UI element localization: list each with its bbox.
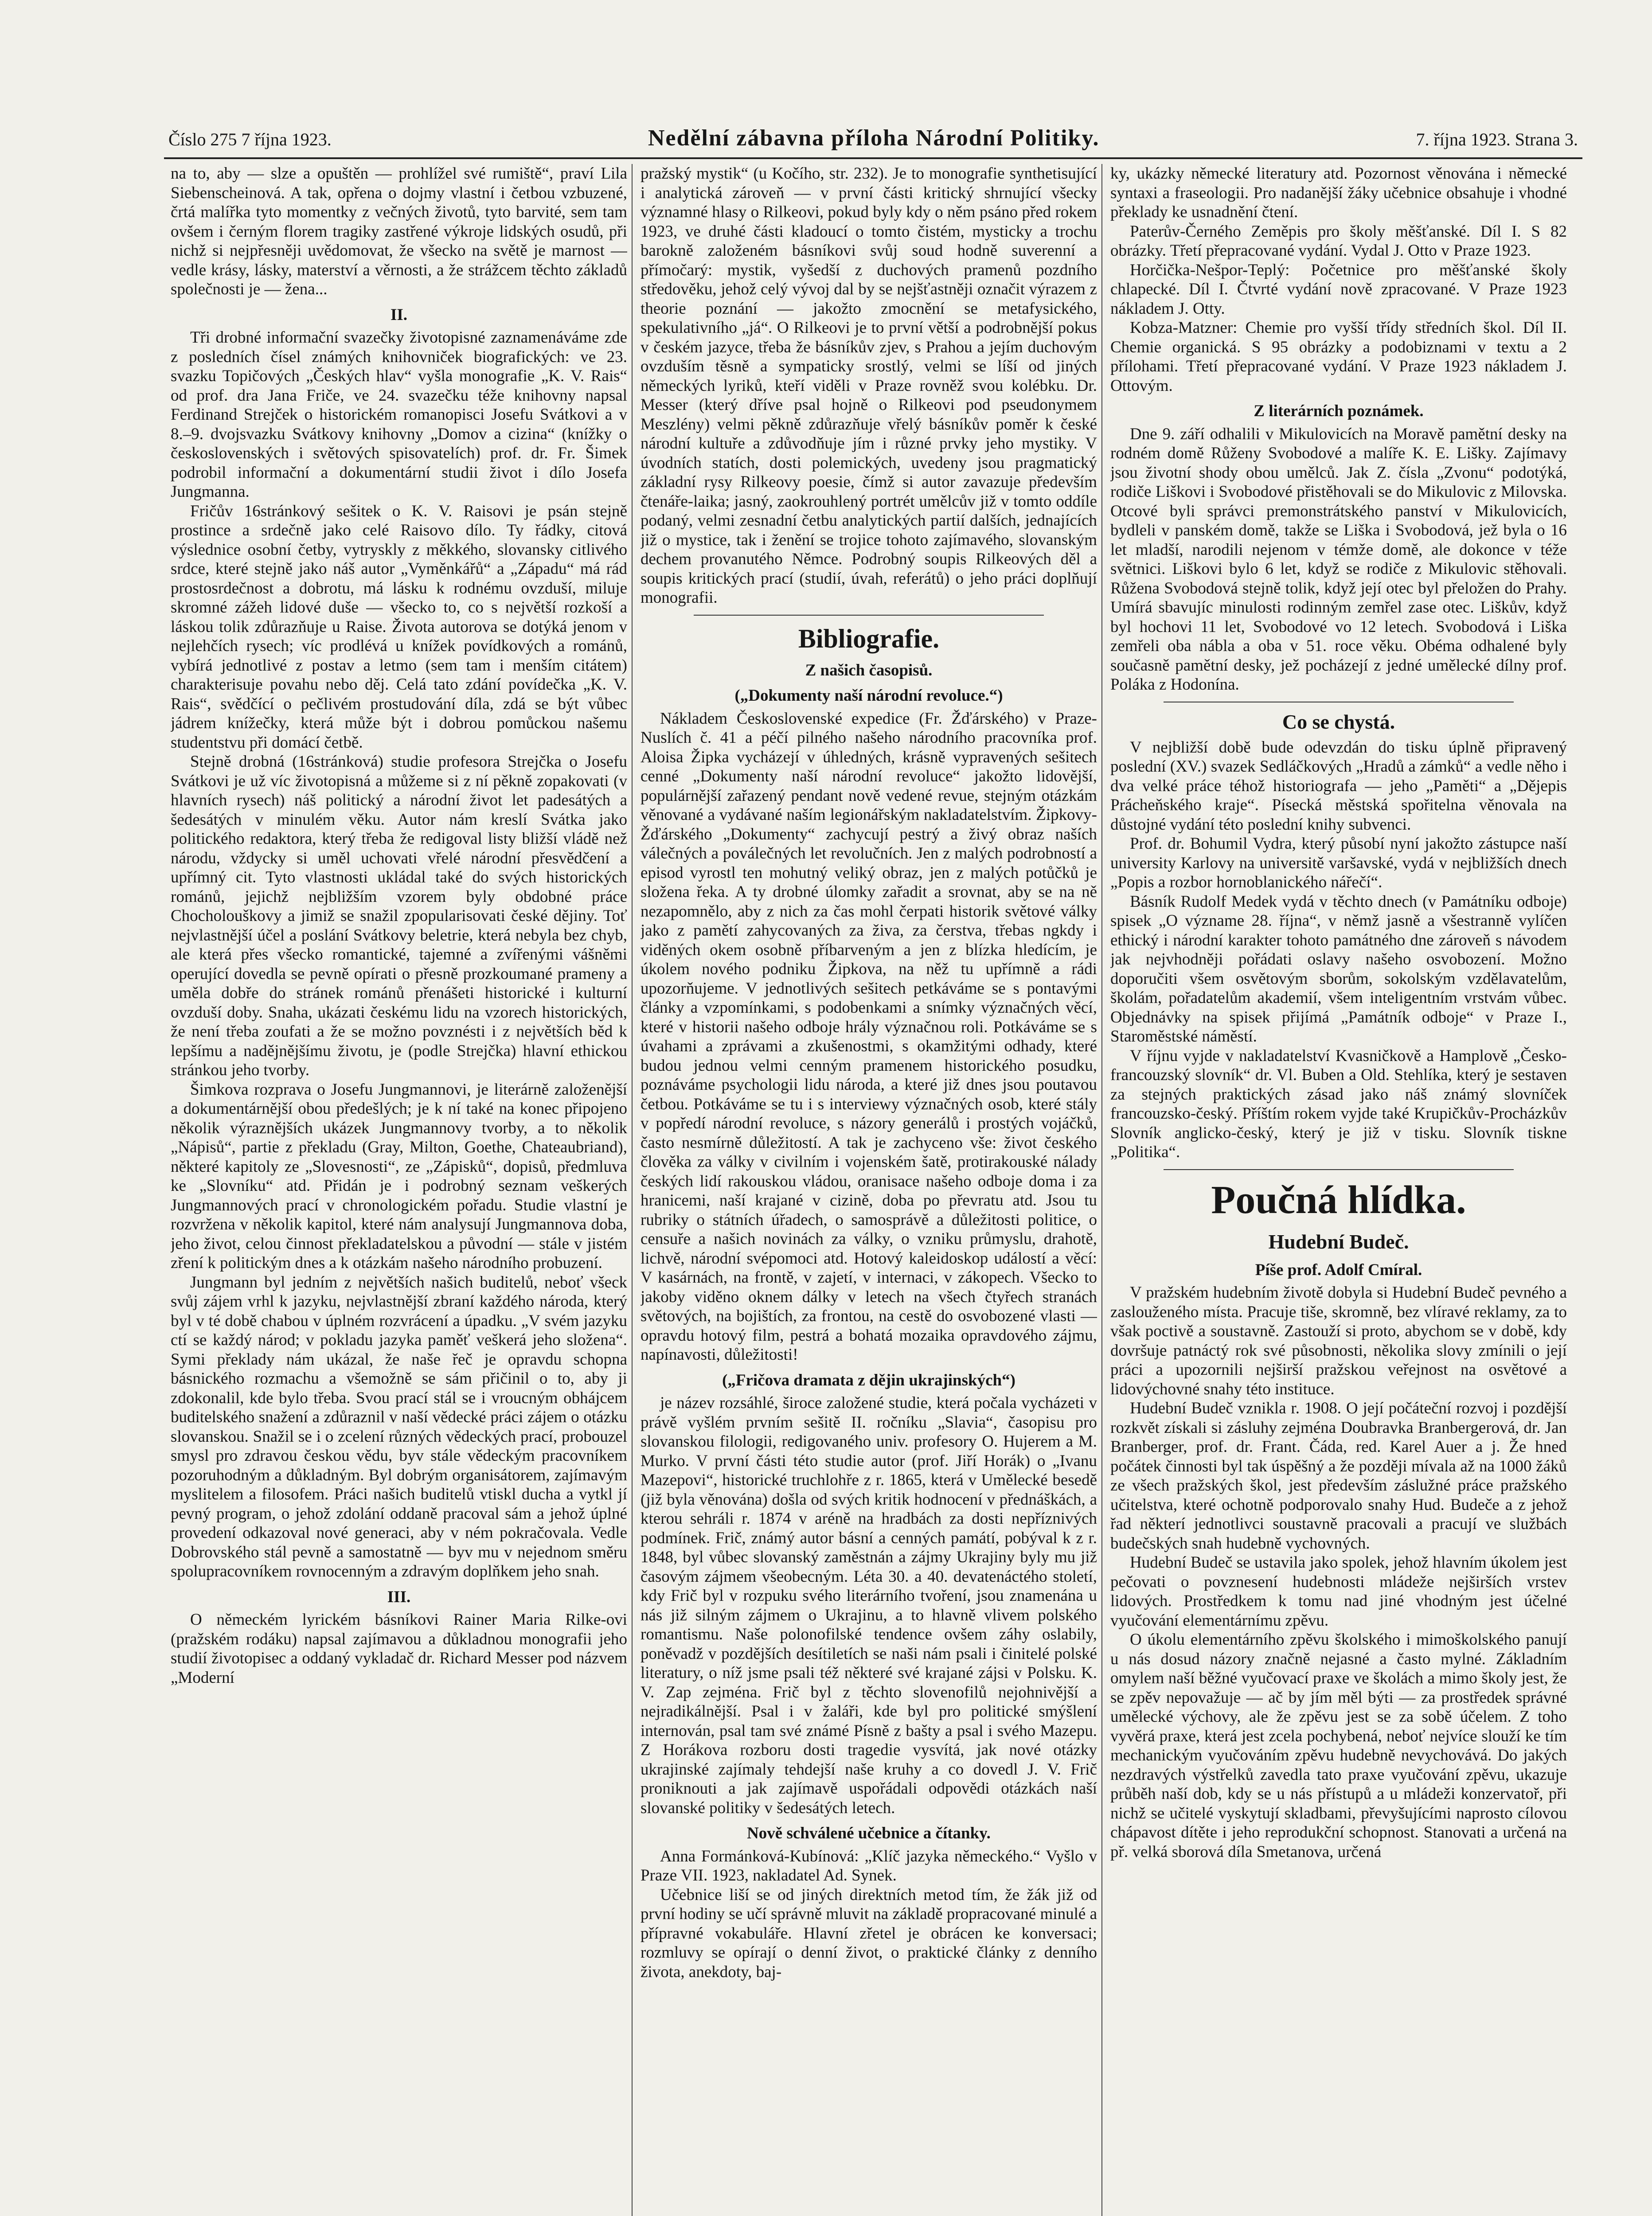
paragraph: V pražském hudebním životě dobyla si Hudební Budeč pevného a zaslouženého místa. Pracuje tiše, skromně, bez vlíravé reklamy, za to však poctivě a soustavně. Zastouží si proto, abychom se v době, kdy dovršuje patnáctý rok své působnosti, několika slovy zmínili o její práci a upozornili nejširší pražskou veřejnost na osvětové a lidovýchovné snahy této instituce. [1110,1284,1567,1398]
paragraph: na to, aby — slze a opuštěn — prohlížel své rumiště“, praví Lila Siebenscheinová. A tak, opřena o dojmy vlastní i četbou vzbuzené, črtá malířka tyto momentky z večných životů, tyto barvité, sem tam ovšem i černým florem tragiky zastřené výkroje lidských osudů, při nichž si nejpřesněji uvědomovat, že všecko na světě je marnost — vedle krásy, lásky, materství a věrnosti, a že strážcem těchto základů společnosti je — žena... [171,164,627,298]
paragraph: Prof. dr. Bohumil Vydra, který působí nyní jakožto zástupce naší university Karlovy na universitě varšavské, vydá v nejbližších dnech „Popis a rozbor hornoblanického nářečí“. [1110,835,1567,891]
section-heading: Co se chystá. [1282,710,1395,733]
paragraph: Horčička-Nešpor-Teplý: Početnice pro měšťanské školy chlapecké. Díl I. Čtvrté vydání nově zpracované. V Praze 1923 nákladem J. Otty. [1110,261,1567,318]
supplement-title: Nedělní zábavna příloha Národní Politiky. [648,125,1100,151]
section-heading: Bibliografie. [798,624,940,653]
article-author: Píše prof. Adolf Cmíral. [1255,1260,1422,1279]
paragraph: V říjnu vyjde v nakladatelství Kvasničkově a Hamplově „Česko-francouzský slovník“ dr. Vl. Buben a Old. Stehlíka, který je sestaven za stejných praktických zásad jako náš známý slovníček francouzsko-český. Příštím rokem vyjde také Krupičkův-Procházkův Slovník anglicko-český, který je již v tisku. Slovník tiskne „Politika“. [1110,1046,1567,1161]
column-1 [171,164,627,2216]
subsection-heading: Z našich časopisů. [805,661,933,679]
section-heading: Z literárních poznámek. [1254,402,1424,420]
separator [1164,1169,1514,1170]
paragraph: je název rozsáhlé, široce založené studie, která počala vycházeti v právě vyšlém prvním sešitě II. ročníku „Slavia“, časopisu pro slovanskou filologii, redigovaného univ. profesory O. Hujerem a M. Murko. V první části této studie autor (prof. Jiří Horák) o „Ivanu Mazepovi“, historické truchlohře z r. 1865, která v Umělecké besedě (již byla věnována) došla od svých kritik hodnocení v přednáškách, a kterou sehráli r. 1874 v aréně na hradbách za dosti nepříznivých podmínek. Frič, známý autor básní a cenných památí, pobýval k z r. 1848, byl vůbec slovanský zaměstnán a zájmy Ukrajiny byly mu již časovým zájmem všeobecným. Léta 30. a 40. devatenáctého století, kdy Frič byl v rozpuku svého literárního tvoření, jsou znamenána u nás již silným zájmem o Ukrajinu, a to hlavně vlivem polského romantismu. Naše polonofilské tendence ovšem záhy oslabily, poněvadž v pozdějších desítiletích se naši nám psali i činitelé polské literatury, o níž jsme psali též některé své krajané zájsi v Polsku. K. V. Zap zejména. Frič byl z těchto slovenofilů nejohnivější a nejradikálnější. Psal i v žaláři, kde byl pro politické smýšlení internován, psal tam své známé Písně z bašty a psal i svého Mazepu. Z Horákova rozboru dosti tragedie vysvítá, jak nové otázky ukrajinské zajímaly tehdejší naše kruhy a co dovedl J. V. Frič proniknouti a jak zajímavě uspořádali odpovědi otázkách naší slovanské politiky v šedesátých letech. [640,1394,1097,1817]
paragraph: Anna Formánková-Kubínová: „Klíč jazyka německého.“ Vyšlo v Praze VII. 1923, nakladatel Ad. Synek. [640,1847,1097,1884]
paragraph: Stejně drobná (16stránková) studie profesora Strejčka o Josefu Svátkovi je už víc životopisná a můžeme si z ní pěkně zopakovati (v hlavních rysech) náš politický a národní život let padesátých a šedesátých v minulém věku. Autor nám kreslí Svátka jako politického redaktora, který třeba že redigoval listy bližší vládě než národu, vždycky si uměl uchovati vřelé národní přesvědčení a upřímný cit. Tyto vlastnosti ukládal také do svých historických románů, jejichž nejbližším vzorem byly obdobné práce Chocholouškovy a jimiž se snažil zpopularisovati české dějiny. Toť nejvlastnější účel a poslání Svátkovy beletrie, která nebyla bez chyb, ale která přes všecko romantické, tajemné a zvířenými vášněmi operující dovedla se pevně opírati o přesně prozkoumané prameny a uměla dobře do stránek románů přenášeti historické i kulturní ovzduší doby. Snaha, ukázati českému lidu na vzorech historických, že není třeba zoufati a že se možno povznésti i z největších běd k lepšímu a nadějnějšímu životu, je (podle Strejčka) hlavní ethickou stránkou jeho tvorby. [171,753,627,1079]
paragraph: O německém lyrickém básníkovi Rainer Maria Rilke-ovi (pražském rodáku) napsal zajímavou a důkladnou monografii jeho studií životopisec a oddaný vykladač dr. Richard Messer pod názvem „Moderní [171,1611,627,1687]
section-number: II. [390,305,408,324]
column-3 [1110,164,1567,2216]
header-rule [164,157,1582,159]
paragraph: Básník Rudolf Medek vydá v těchto dnech (v Památníku odboje) spisek „O význame 28. října“, v němž jasně a všestranně vylíčen ethický i národní karakter tohoto památného dne zároveň s návodem jak nejvhodněji pořádati oslavy našeho osvobození. Možno doporučiti všem osvětovým sborům, sokolským vzdělavatelům, školám, pořadatelům akademií, všem inteligentním vrstvám vůbec. Objednávky na spisek přijímá „Památník odboje“ v Praze I., Staroměstské náměstí. [1110,892,1567,1046]
paragraph: Kobza-Matzner: Chemie pro vyšší třídy středních škol. Díl II. Chemie organická. S 95 obrázky a podobiznami v textu a 2 přílohami. Třetí přepracované vydání. V Praze 1923 nákladem J. Ottovým. [1110,319,1567,395]
paragraph: O úkolu elementárního zpěvu školského i mimoškolského panují u nás dosud názory značně nejasné a často mylné. Základním omylem naší běžné vyučovací praxe ve školách a mimo školy jest, že se zpěv nepovažuje — ač by jím měl býti — za prostředek správné umělecké výchovy, ale že zpěvu jest se za sobě účelem. Z toho vyvěrá praxe, která jest zcela pochybená, neboť nejvíce slouží ke tím mechanickým vyučováním zpěvu hudebně nevychovává. Do jakých nezdravých výstřelků zavedla tato praxe vyučování zpěvu, ukazuje průběh naší dob, kdy se u nás přístupů a u mládeži konzervatoř, při nichž se učitelé vyskytují skladbami, převyšujícími naprosto cílovou chápavost dítěte i jeho reprodukční schopnost. Stanovati a určená na př. velká sborová díla Smetanova, určená [1110,1631,1567,1861]
column-2 [640,164,1097,2216]
paragraph: Hudební Budeč vznikla r. 1908. O její počáteční rozvoj i pozdější rozkvět získali si zásluhy zejména Doubravka Branbergerová, dr. Jan Branberger, prof. dr. Frant. Čáda, red. Karel Auer a j. Že hned počátek činnosti byl tak úspěšný a že později mívala až na 1000 žáků ze všech pražských škol, jest především záslužné práce pražského učitelstva, které ochotně podporovalo snahy Hud. Budeče a z jehož řad některí jednotlivci soustavně pracovali a pracují ve službách budečských snah hudebně vychovných. [1110,1399,1567,1553]
article-title: Hudební Budeč. [1268,1230,1409,1253]
paragraph: Nákladem Československé expedice (Fr. Žďárského) v Praze-Nuslích č. 41 a péčí pilného našeho národního pracovníka prof. Aloisa Žipka vycházejí v úhledných, krásně vypravených sešitech cenné „Dokumenty naší národní revoluce“ jakožto lidovější, populárnější zařazený pendant nově vedené revue, stejným otázkám věnované a vydávané naším legionářským nakladatelstvím. Žipkovy-Žďárského „Dokumenty“ zachycují pestrý a živý obraz naších válečných a poválečných let revolučních. Jen z malých podrobností a episod vyrostl ten mohutný veliký obraz, jen z malých potůčků je složena řeka. A ty drobné úlomky zařadit a srovnat, aby se na ně nezapomnělo, aby z nich za čas mohl čerpati historik světové války jako z pamětí zahycovaných za živa, za čerstva, třebas ngkdy i viděných okem osobně příbarveným a jen z blízka hledícím, je úkolem nového podniku Žipkova, na něž tu upřímně a rádi upozorňujeme. V jednotlivých sešitech petkáváme se s pontavými články a vzpomínkami, s podobenkami a snímky význačných věcí, které v historii našeho odboje hrály význačnou roli. Potkáváme se s úvahami a zprávami a zkušenostmi, s okamžitými odhady, které budou jednou velmi cenným pramenem historického posudku, poznáváme psychologii lidu národa, a které již dnes jsou poutavou četbou. Potkáváme se tu i s interviewy význačných osob, které stály v popředí národní revoluce, s názory generálů i prostých vojáčků, často nesmírně důležitostí. A tak je zachyceno vše: život českého člověka za války v civilním i vojenském šatě, protirakouské nálady českých lidí rakouskou vládou, oranisace našeho odboje doma i za hranicemi, naší krajané v cizině, doba po převratu atd. Jsou tu rubriky o státních úřadech, o samosprávě a důležitosti politice, o censuře a našich novinách za války, o vzniku průmyslu, drahotě, lichvě, národní svépomoci atd. Hotový kaleidoskop událostí a věcí: V kasárnách, na frontě, v zajetí, v internaci, v zákopech. Všecko to jakoby viděno oknem dálky v letech na všech čtyřech stranách světových, na bojištích, za frontou, na cestě do osvobozené vlasti — opravdu hotový film, pestrá a bohatá mozaika opravdového zájmu, napínavosti, důležitosti! [640,709,1097,1364]
separator [694,615,1044,616]
column-divider [1101,164,1102,2216]
item-heading: („Dokumenty naší národní revoluce.“) [734,687,1003,705]
masthead [168,125,1578,152]
item-heading: Nově schválené učebnice a čítanky. [747,1824,991,1842]
paragraph: Tři drobné informační svazečky životopisné zaznamenáváme zde z posledních čísel známých knihovniček biografických: ve 23. svazku Topičových „Českých hlav“ vyšla monografie „K. V. Rais“ od prof. dra Jana Friče, ve 24. svazečku téže knihovny napsal Ferdinand Strejček o historickém romanopisci Josefu Svátkovi a v 8.–9. dvojsvazku Svátkovy knihovny „Domov a cizina“ (knížky o československých i světových spisovatelích) prof. dr. Fr. Šimek podrobil informační a dokumentární studii život i dílo Josefa Jungmanna. [171,328,627,501]
section-heading: Poučná hlídka. [1211,1178,1466,1222]
paragraph: Jungmann byl jedním z největších našich buditelů, neboť všeck svůj zájem vrhl k jazyku, nejvlastnější zbraní každého národa, který byl v té době chabou v úplném rozvrácení a úpadku. „V svém jazyku ctí se každý národ; v pokladu jazyka paměť veškerá jeho složena“. Symi překlady nám ukázal, že naše řeč je opravdu schopna básnického rozmachu a všemožně se sám přičinil o to, aby ji zdokonalil, kde bylo třeba. Svou prací stál se i vroucným obhájcem buditelského snažení a zdůraznil v naší vědecké práci zájem o otázku slovanskou. Snažil se i o zcelení různých vědeckých prací, probouzel smysl pro zdravou českou vědu, byv stále vědeckým pracovníkem pozoruhodným a důkladným. Byl dobrým organisátorem, zajímavým myslitelem a filosofem. Práci našich buditelů vtiskl ducha a vytkl jí pevný program, o jehož zdolání oddaně pracoval sám a jehož úplné provedení odkazoval nové generaci, aby v ném pokračovala. Vedle Dobrovského stál pevně a samostatně — byv mu v nejednom směru spolupracovníkem rovnocenným a zdravým doplňkem jeho snah. [171,1273,627,1580]
item-heading: („Fričova dramata z dějin ukrajinských“) [722,1371,1015,1389]
column-divider [632,164,633,2216]
paragraph: Hudební Budeč se ustavila jako spolek, jehož hlavním úkolem jest pečovati o povznesení hudebnosti mládeže nejširších vrstev lidových. Prostředkem k tomu nad jiné vhodným jest účelné vyučování elementárnímu zpěvu. [1110,1553,1567,1630]
paragraph: Šimkova rozprava o Josefu Jungmannovi, je literárně založenější a dokumentárnější obou předešlých; je k ní také na konec připojeno několik výraznějších ukázek Jungmannovy tvorby, a to několik „Nápisů“, partie z překladu (Gray, Milton, Goethe, Chateaubriand), některé kapitoly ze „Slovesnosti“, ze „Zápisků“, dopisů, předmluva ke „Slovníku“ atd. Přidán je i podrobný seznam veškerých Jungmannových prací v chronologickém pořadu. Studie vlastní je rozvržena v několik kapitol, které nám analysují Jungmannova doba, jeho život, celou činnost překladatelskou a původní — stále v jistém zření k politickým dnes a k otázkám našeho národního probuzení. [171,1080,627,1272]
section-number: III. [387,1588,411,1606]
paragraph: Učebnice liší se od jiných direktních metod tím, že žák již od první hodiny se učí správně mluvit na základě propracované minulé a přípravné vokabuláře. Hlavní zřetel je obrácen ke konversaci; rozmluvy se opírají o denní život, o praktické články z denního života, anekdoty, baj- [640,1885,1097,1981]
paragraph: V nejbližší době bude odevzdán do tisku úplně připravený poslední (XV.) svazek Sedláčkových „Hradů a zámků“ a vedle něho i dva velké práce téhož historiografa — jeho „Paměti“ a „Dějepis Prácheňského kraje“. Písecká městská spořitelna věnovala na důstojné vydání této poslední knihy subvenci. [1110,738,1567,834]
date-page: 7. října 1923. Strana 3. [1416,129,1578,149]
paragraph: Dne 9. září odhalili v Mikulovicích na Moravě pamětní desky na rodném domě Růženy Svobodové a malíře K. E. Lišky. Zajímavy jsou životní shody obou umělců. Jak Z. čísla „Zvonu“ podotýká, rodiče Liškovi i Svobodové přistěhovali se do Mikulovic z Milovska. Otcové byli správci premonstrátského panství v Mikulovicích, bydleli v panském domě, takže se Liška i Svobodová, jež byla o 16 let mladší, narodili nejenom v témže domě, ale dokonce v téže světnici. Liškovi bylo 6 let, když se rodiče z Mikulovic stěhovali. Růžena Svobodová stejně tolik, když její otec byl přeložen do Prahy. Umírá sbavujíc minulosti rodinným zemřel zase otec. Liškův, když byl hochovi 11 let, Svobodové vo 12 letech. Svobodová i Liška zemřeli oba nábla a oba v 51. roce věku. Obéma odhalené byly současně pamětní desky, jež pocházejí z jedné umělecké dílny prof. Poláka z Hodonína. [1110,425,1567,694]
issue-number: Číslo 275 7 října 1923. [168,129,332,149]
paragraph: Fričův 16stránkový sešitek o K. V. Raisovi je psán stejně prostince a srdečně jako celé Raisovo dílo. Ty řádky, citová výslednice osobní četby, vytryskly z měkkého, slovansky citlivého srdce, které stejně jako náš autor „Vyměnkářů“ a „Západu“ má rád prostosrdečnost a dobrotu, má lásku k rodnému ovzduší, miluje skromné zážeh lidové duše — všecko to, co s největší rozkoší a láskou tolik zdůrazňuje u Raise. Života autorova se dotýká jenom v nejlehčích rysech; víc prodlévá u knížek povídkových a románů, vybírá jednotlivé z postav a letmo (sem tam i menším citátem) charakterisuje povahu nebo děj. Celá tato zdání povídečka „K. V. Rais“, svědčící o pečlivém prostudování díla, zdá se být vůbec jádrem knížečky, která může být i dobrou pomůckou našemu studentstvu při domácí četbě. [171,502,627,752]
paragraph: ky, ukázky německé literatury atd. Pozornost věnována i německé syntaxi a fraseologii. Pro nadanější žáky učebnice obsahuje i vhodné překlady ke usnadnění čtení. [1110,164,1567,221]
paragraph: pražský mystik“ (u Kočího, str. 232). Je to monografie synthetisující i analytická zároveň — v první části kritický shrnující všecky významné hlasy o Rilkeovi, pokud byly kdy o něm psáno před rokem 1923, ve druhé části kladoucí o tomto čistém, mysticky a trochu barokně založeném básníkovi svůj soud hodně suverenní a přímočarý: mystik, vyšedší z duchových pramenů pozdního středověku, jehož celý vývoj dal by se nejšťastněji označit výrazem z theorie poznání — jakožto zmocnění se metafysického, spekulativního „já“. O Rilkeovi je to první větší a podrobnější pokus v českém jazyce, třeba že básníkův zjev, s Prahou a jejím duchovým ovzduším těsně a sympaticky srostlý, velmi se líší od jiných německých lyriků, kteří viděli v Praze rovněž svou kolébku. Dr. Messer (který dříve psal hojně o Rilkeovi pod pseudonymem Meszlény) velmi pěkně zdůrazňuje vřelý básníkův poměr k české národní kultuře a zdůvodňuje jím i různé prvky jeho mystiky. V úvodních statích, dosti polemických, uvedeny jsou pragmatický základní rysy Rilkeovy poesie, čímž si autor zavazuje především čtenáře-laika; jasný, zaokrouhlený portrét umělcův již v tomto oddíle podaný, velmi zesnadní četbu analytických partií dalších, jednajících již o mystice, tak i ženění se trojice tohoto zajímavého, slovanským dechem provanutého Němce. Podrobný soupis Rilkeových děl a soupis kritických prací (studií, úvah, referátů) o jeho práci doplňují monografii. [640,164,1097,607]
paragraph: Paterův-Černého Zeměpis pro školy měšťanské. Díl I. S 82 obrázky. Třetí přepracované vydání. Vydal J. Otto v Praze 1923. [1110,222,1567,260]
